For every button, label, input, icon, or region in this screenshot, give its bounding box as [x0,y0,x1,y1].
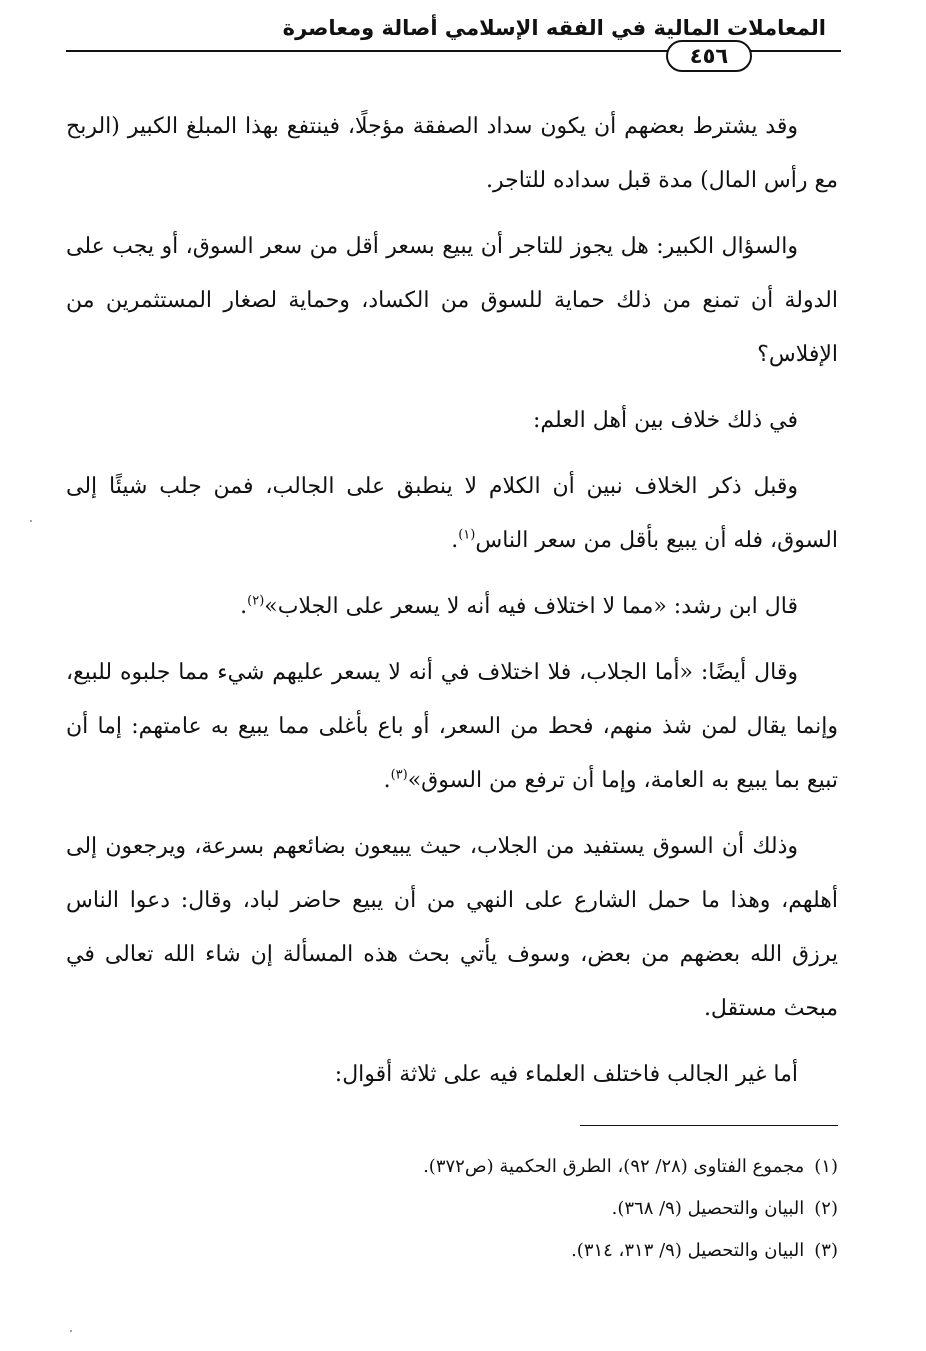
page-number-frame [666,40,752,72]
body-text [66,100,838,1102]
footnote-reference: (٢) [247,593,265,609]
footnote-number: (٣) [814,1240,838,1261]
paragraph-text: وقال أيضًا: «أما الجلاب، فلا اختلاف في أنه لا يسعر عليهم شيء مما جلبوه للبيع، وإنما يقال لمن شذ منهم، فحط من السعر، أو باع بأغلى مما يبيع به عامتهم: إما أن تبيع بما يبيع به العامة، وإما أن ترفع من السوق» [66,660,838,793]
scan-speck [30,520,32,522]
page-number: ٤٥٦ [689,44,729,68]
footnote-reference: (٣) [390,767,408,783]
scan-speck [70,1330,72,1332]
running-title: المعاملات المالية في الفقه الإسلامي أصالة ومعاصرة [282,16,826,40]
paragraph [66,580,838,634]
footnotes [66,1146,838,1272]
paragraph [66,100,838,208]
paragraph-tail: . [383,768,391,793]
paragraph-text: وقبل ذكر الخلاف نبين أن الكلام لا ينطبق على الجالب، فمن جلب شيئًا إلى السوق، فله أن يبيع بأقل من سعر الناس [66,474,838,553]
footnote [66,1146,838,1188]
paragraph [66,220,838,382]
paragraph-text: وقد يشترط بعضهم أن يكون سداد الصفقة مؤجلًا، فينتفع بهذا المبلغ الكبير (الربح مع رأس المال) مدة قبل سداده للتاجر. [66,114,838,193]
paragraph-tail: . [240,594,248,619]
paragraph [66,646,838,808]
paragraph-text: والسؤال الكبير: هل يجوز للتاجر أن يبيع بسعر أقل من سعر السوق، أو يجب على الدولة أن تمنع من ذلك حماية للسوق من الكساد، وحماية لصغار المستثمرين من الإفلاس؟ [66,234,838,367]
paragraph [66,460,838,568]
footnote-number: (١) [814,1156,838,1177]
paragraph-text: وذلك أن السوق يستفيد من الجلاب، حيث يبيعون بضائعهم بسرعة، ويرجعون إلى أهلهم، وهذا ما حمل الشارع على النهي من أن يبيع حاضر لباد، وقال: دعوا الناس يرزق الله بعضهم من بعض، وسوف يأتي بحث هذه المسألة إن شاء الله تعالى في مبحث مستقل. [66,834,838,1021]
paragraph [66,1048,838,1102]
paragraph [66,820,838,1036]
paragraph [66,394,838,448]
footnote-number: (٢) [814,1198,838,1219]
footnote-text: البيان والتحصيل (٩/ ٣٦٨). [611,1198,805,1219]
footnote [66,1230,838,1272]
paragraph-text: أما غير الجالب فاختلف العلماء فيه على ثلاثة أقوال: [334,1062,798,1087]
footnote-text: مجموع الفتاوى (٢٨/ ٩٢)، الطرق الحكمية (ص٣٧٢). [423,1156,805,1177]
footnote-text: البيان والتحصيل (٩/ ٣١٣، ٣١٤). [571,1240,805,1261]
paragraph-tail: . [451,528,459,553]
paragraph-text: في ذلك خلاف بين أهل العلم: [532,408,798,433]
footnote-reference: (١) [458,527,476,543]
footnote [66,1188,838,1230]
paragraph-text: قال ابن رشد: «مما لا اختلاف فيه أنه لا يسعر على الجلاب» [264,594,798,619]
footnote-rule [580,1125,838,1126]
